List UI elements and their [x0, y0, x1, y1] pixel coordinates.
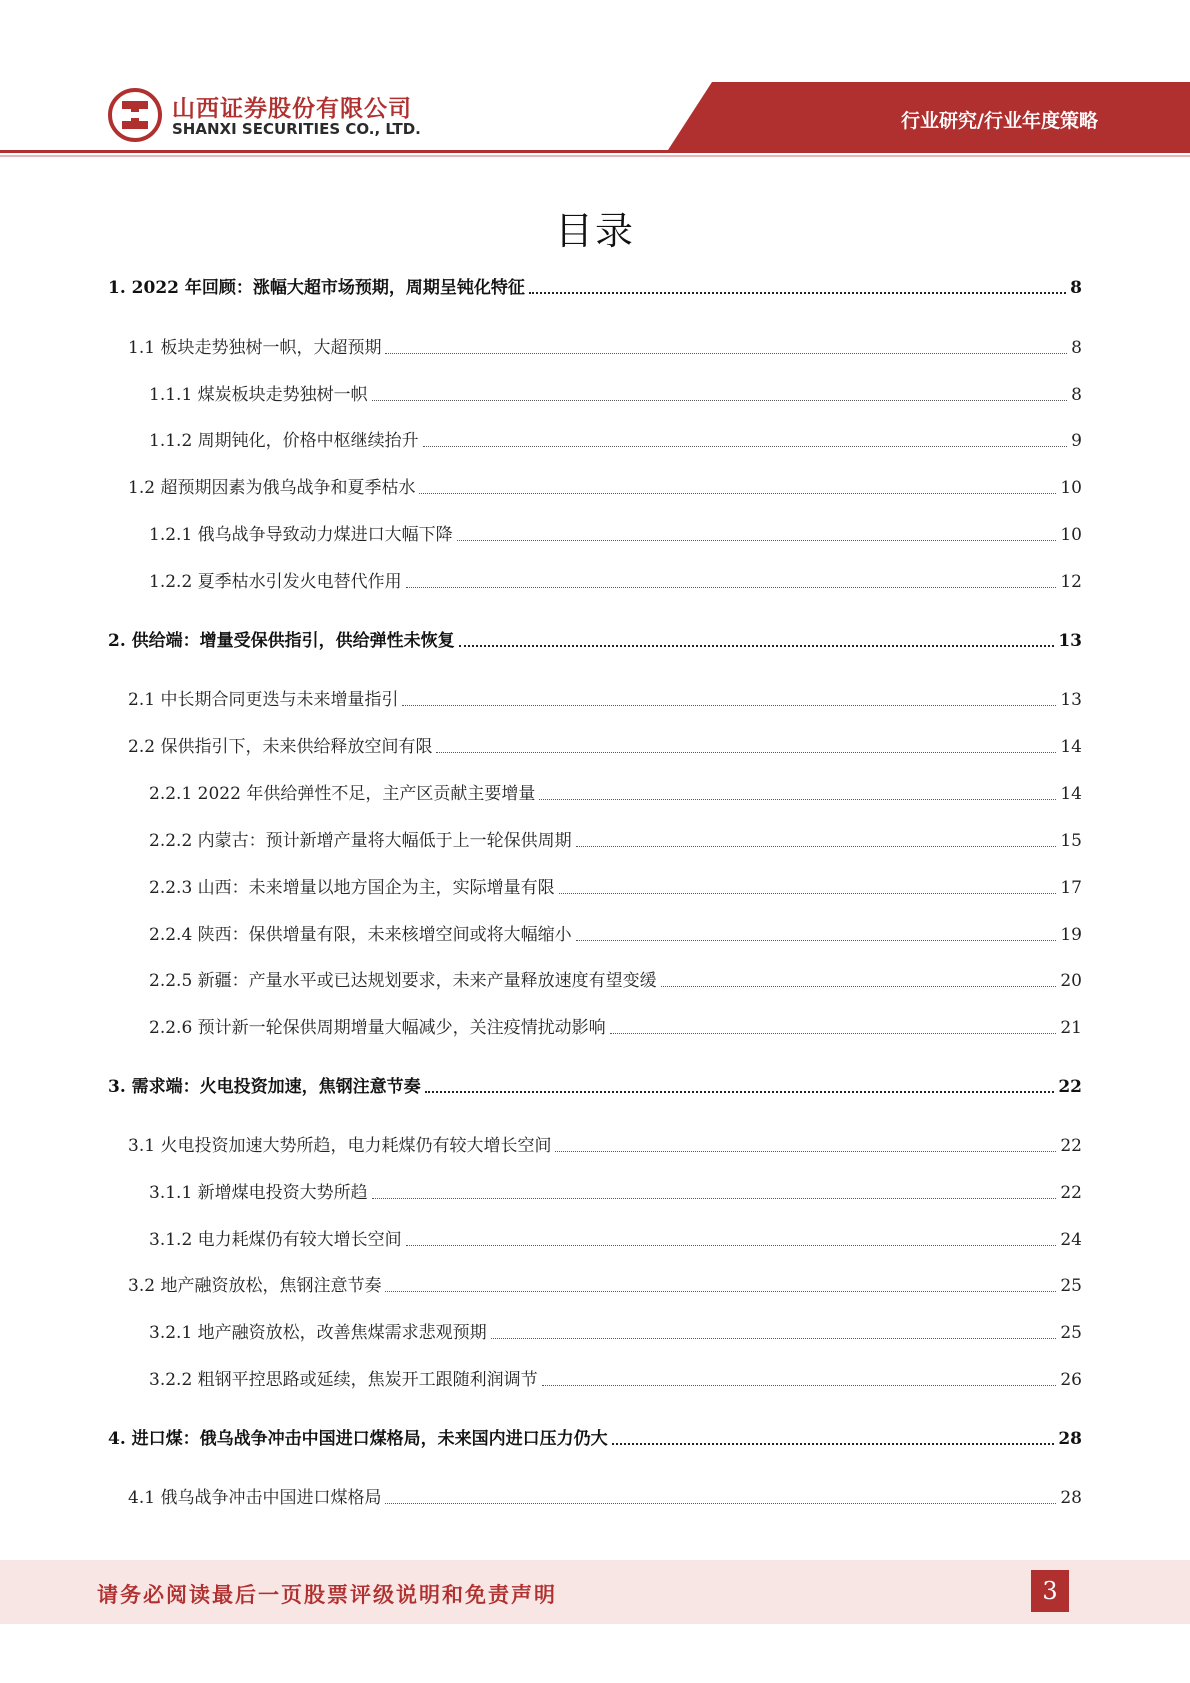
toc-entry[interactable]: 3.2 地产融资放松，焦钢注意节奏 25: [128, 1276, 1082, 1296]
header-divider-light: [0, 155, 1190, 157]
toc-entry[interactable]: 3.1 火电投资加速大势所趋，电力耗煤仍有较大增长空间 22: [128, 1136, 1082, 1156]
toc-entry[interactable]: 3.1.2 电力耗煤仍有较大增长空间 24: [149, 1230, 1082, 1250]
toc-entry[interactable]: 3. 需求端：火电投资加速，焦钢注意节奏 22: [108, 1077, 1082, 1097]
report-category: 行业研究/行业年度策略: [901, 110, 1098, 132]
toc-entry[interactable]: 4.1 俄乌战争冲击中国进口煤格局 28: [128, 1488, 1082, 1508]
toc-entry[interactable]: 3.2.1 地产融资放松，改善焦煤需求悲观预期 25: [149, 1323, 1082, 1343]
toc-entry[interactable]: 1. 2022 年回顾：涨幅大超市场预期，周期呈钝化特征 8: [108, 278, 1082, 298]
toc-entry[interactable]: 1.1.2 周期钝化，价格中枢继续抬升 9: [149, 431, 1082, 451]
header-divider: [0, 150, 1190, 153]
toc-entry[interactable]: 2. 供给端：增量受保供指引，供给弹性未恢复 13: [108, 631, 1082, 651]
toc-entry[interactable]: 2.2.2 内蒙古：预计新增产量将大幅低于上一轮保供周期 15: [149, 831, 1082, 851]
toc-entry[interactable]: 3.2.2 粗钢平控思路或延续，焦炭开工跟随利润调节 26: [149, 1370, 1082, 1390]
toc-entry[interactable]: 4. 进口煤：俄乌战争冲击中国进口煤格局，未来国内进口压力仍大 28: [108, 1429, 1082, 1449]
toc-entry[interactable]: 2.2 保供指引下，未来供给释放空间有限 14: [128, 737, 1082, 757]
company-name-cn: 山西证券股份有限公司: [172, 96, 412, 122]
toc-entry[interactable]: 1.1 板块走势独树一帜，大超预期 8: [128, 338, 1082, 358]
toc-entry[interactable]: 2.2.4 陕西：保供增量有限，未来核增空间或将大幅缩小 19: [149, 925, 1082, 945]
toc-entry[interactable]: 2.2.5 新疆：产量水平或已达规划要求，未来产量释放速度有望变缓 20: [149, 971, 1082, 991]
toc-entry[interactable]: 1.2.1 俄乌战争导致动力煤进口大幅下降 10: [149, 525, 1082, 545]
company-name-en: SHANXI SECURITIES CO., LTD.: [172, 120, 421, 138]
toc-entry[interactable]: 2.2.6 预计新一轮保供周期增量大幅减少，关注疫情扰动影响 21: [149, 1018, 1082, 1038]
page-title: 目录: [554, 209, 635, 253]
page-header: [0, 0, 1190, 160]
page-number: 3: [1031, 1570, 1069, 1612]
toc-entry[interactable]: 1.2 超预期因素为俄乌战争和夏季枯水 10: [128, 478, 1082, 498]
toc-entry[interactable]: 2.1 中长期合同更迭与未来增量指引 13: [128, 690, 1082, 710]
footer-disclaimer: 请务必阅读最后一页股票评级说明和免责声明: [97, 1582, 557, 1607]
toc-entry[interactable]: 3.1.1 新增煤电投资大势所趋 22: [149, 1183, 1082, 1203]
toc-entry[interactable]: 1.2.2 夏季枯水引发火电替代作用 12: [149, 572, 1082, 592]
toc-entry[interactable]: 2.2.3 山西：未来增量以地方国企为主，实际增量有限 17: [149, 878, 1082, 898]
toc-entry[interactable]: 1.1.1 煤炭板块走势独树一帜 8: [149, 385, 1082, 405]
shanxi-securities-logo-icon: [108, 88, 162, 142]
toc-entry[interactable]: 2.2.1 2022 年供给弹性不足，主产区贡献主要增量 14: [149, 784, 1082, 804]
